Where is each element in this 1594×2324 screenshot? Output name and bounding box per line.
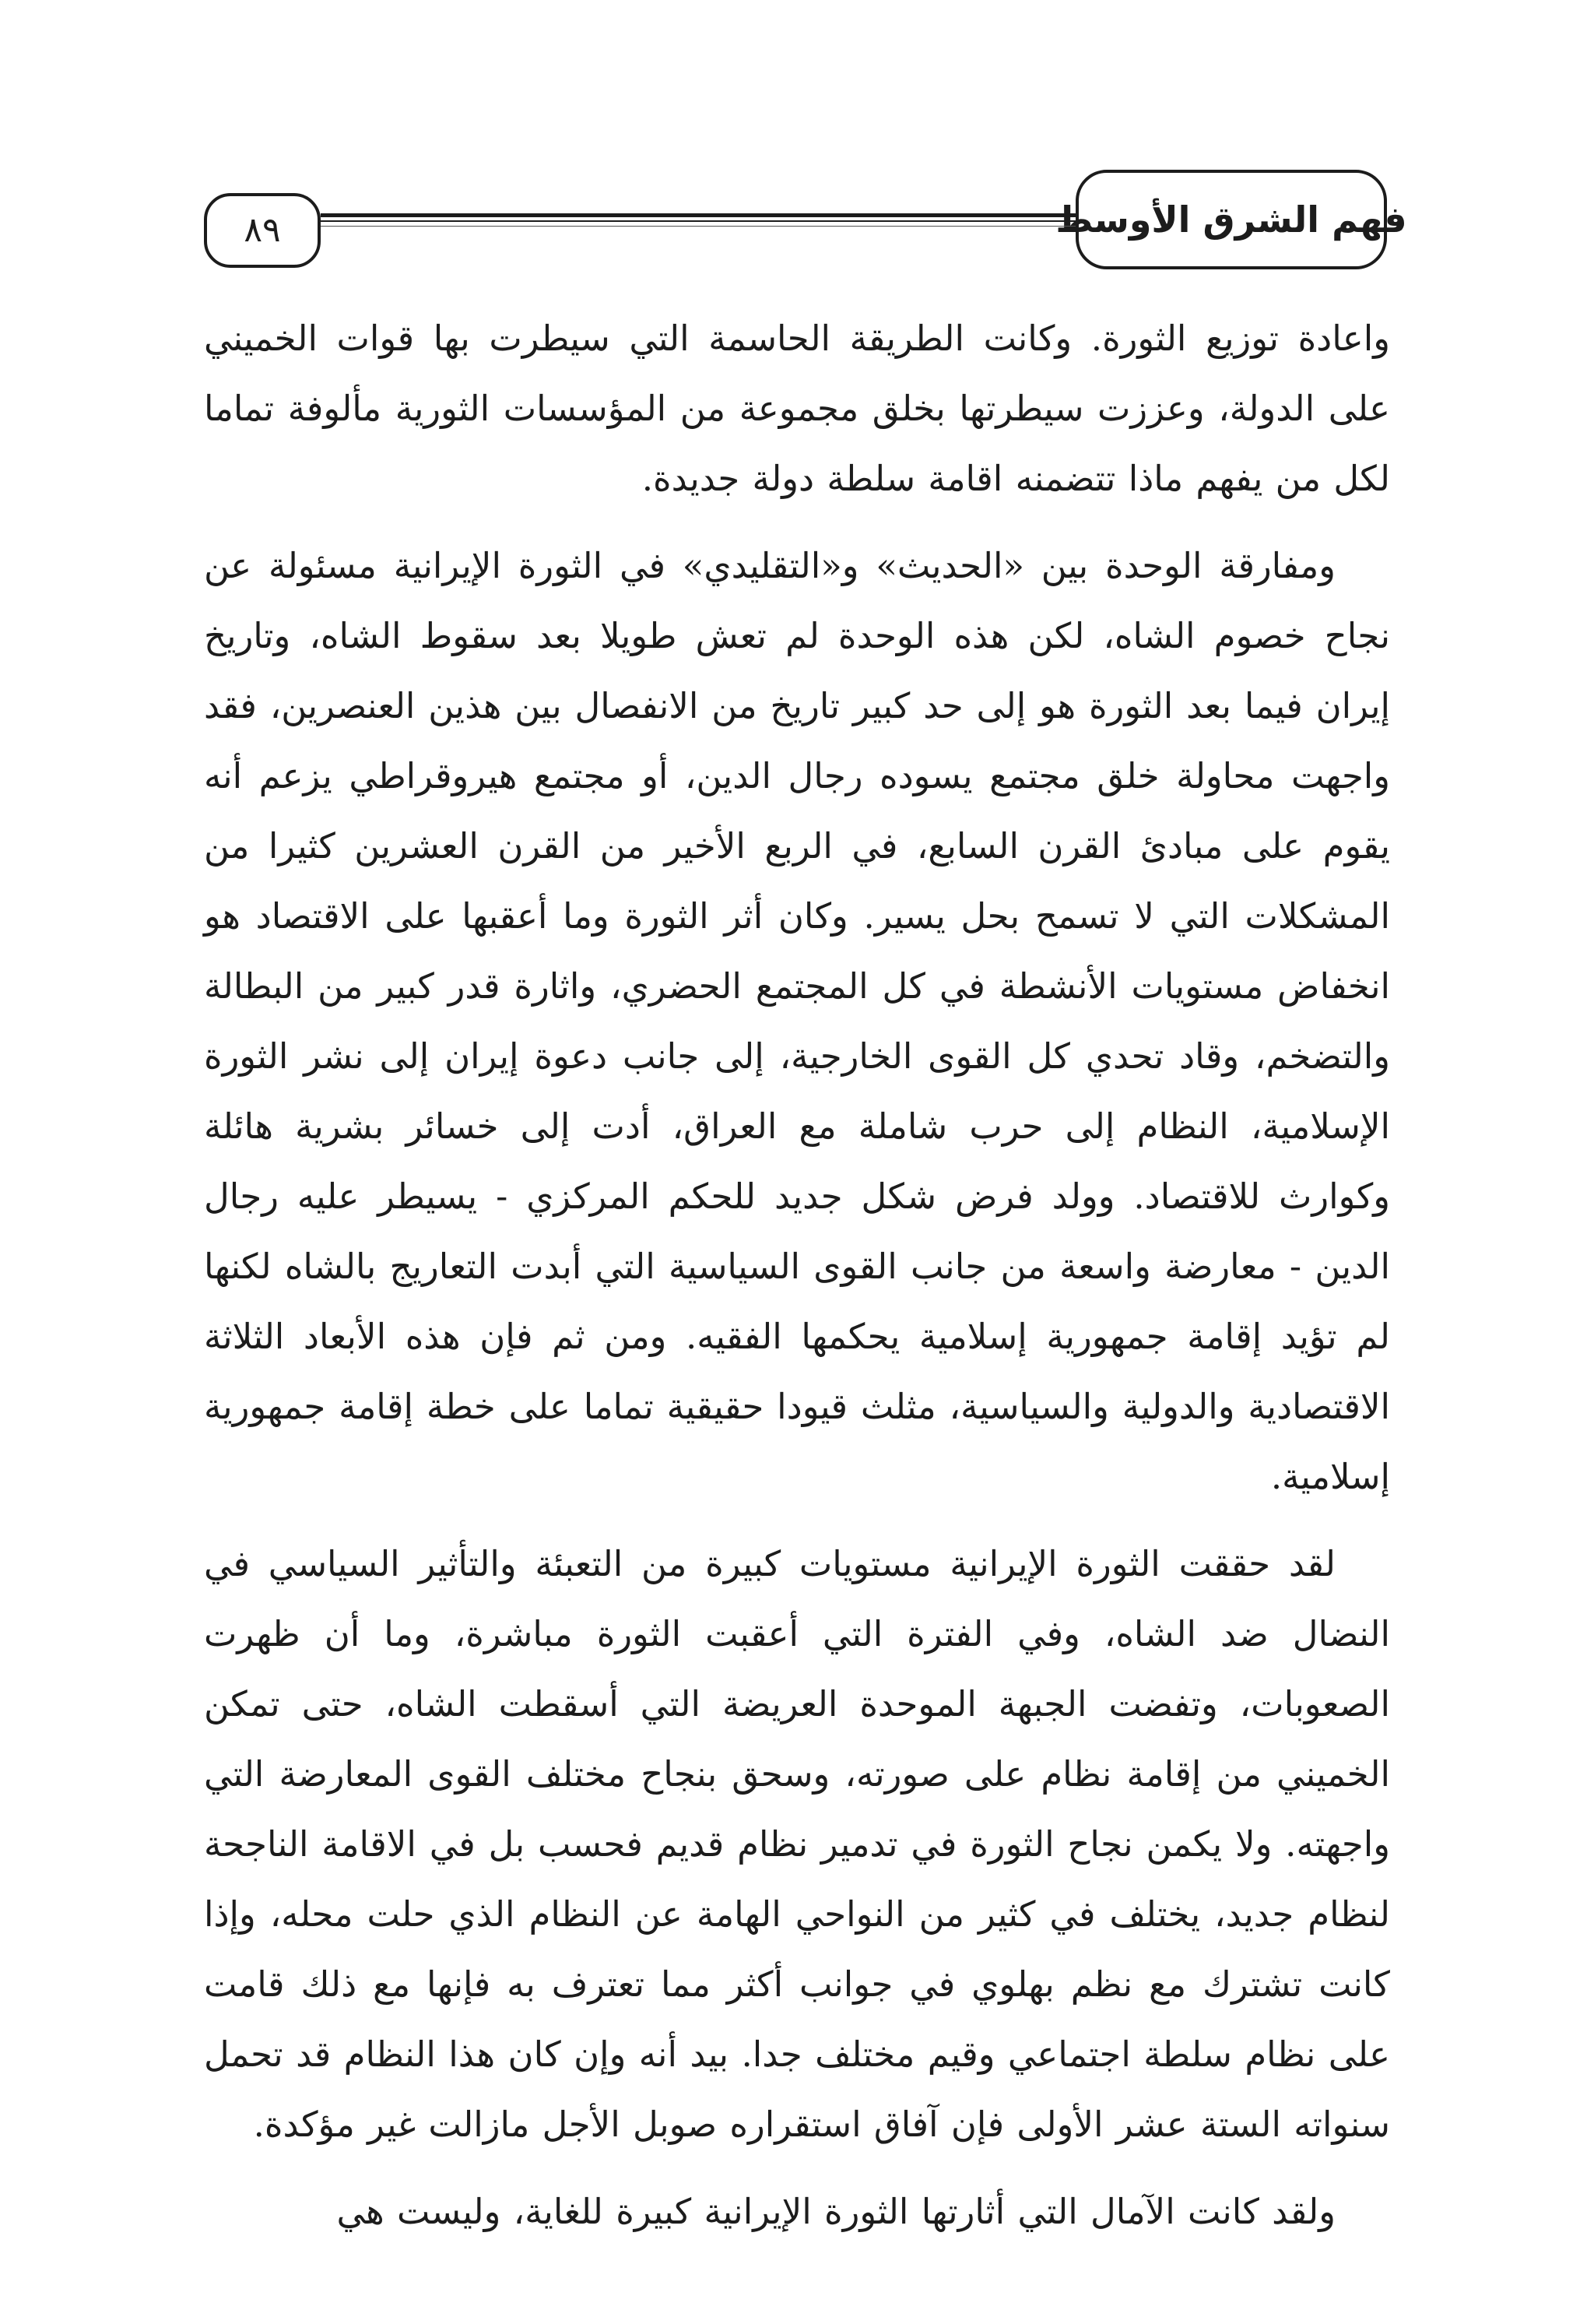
page-number-frame: [204, 193, 321, 268]
header-rule-thin: [321, 226, 1076, 227]
running-title-frame: [1055, 170, 1407, 269]
paragraph-3: لقد حققت الثورة الإيرانية مستويات كبيرة من التعبئة والتأثير السياسي في النضال ضد الشاه، وفي الفترة التي أعقبت الثورة مباشرة، وما أن ظهرت الصعوبات، وتفضت الجبهة الموحدة العريضة التي أسقطت الشاه، حتى تمكن الخميني من إقامة نظام على صورته، وسحق بنجاح مختلف القوى المعارضة التي واجهته. ولا يكمن نجاح الثورة في تدمير نظام قديم فحسب بل في الاقامة الناجحة لنظام جديد، يختلف في كثير من النواحي الهامة عن النظام الذي حلت محله، وإذا كانت تشترك مع نظم بهلوي في جوانب أكثر مما تعترف به فإنها مع ذلك قامت على نظام سلطة اجتماعي وقيم مختلف جدا. بيد أنه وإن كان هذا النظام قد تحمل سنواته الستة عشر الأولى فإن آفاق استقراره صوبل الأجل مازالت غير مؤكدة.: [204, 1543, 1390, 2145]
header-rule: [321, 213, 1076, 222]
paragraph-2: ومفارقة الوحدة بين «الحديث» و«التقليدي» في الثورة الإيرانية مسئولة عن نجاح خصوم الشاه، لكن هذه الوحدة لم تعش طويلا بعد سقوط الشاه، وتاريخ إيران فيما بعد الثورة هو إلى حد كبير تاريخ من الانفصال بين هذين العنصرين، فقد واجهت محاولة خلق مجتمع يسوده رجال الدين، أو مجتمع هيروقراطي يزعم أنه يقوم على مبادئ القرن السابع، في الربع الأخير من القرن العشرين كثيرا من المشكلات التي لا تسمح بحل يسير. وكان أثر الثورة وما أعقبها على الاقتصاد هو انخفاض مستويات الأنشطة في كل المجتمع الحضري، واثارة قدر كبير من البطالة والتضخم، وقاد تحدي كل القوى الخارجية، إلى جانب دعوة إيران إلى نشر الثورة الإسلامية، النظام إلى حرب شاملة مع العراق، أدت إلى خسائر بشرية هائلة وكوارث للاقتصاد. وولد فرض شكل جديد للحكم المركزي - يسيطر عليه رجال الدين - معارضة واسعة من جانب القوى السياسية التي أبدت التعاريج بالشاه لكنها لم تؤيد إقامة جمهورية إسلامية يحكمها الفقيه. ومن ثم فإن هذه الأبعاد الثلاثة الاقتصادية والدولية والسياسية، مثلث قيودا حقيقية تماما على خطة إقامة جمهورية إسلامية.: [204, 545, 1391, 1497]
running-title: فهم الشرق الأوسط: [1055, 199, 1407, 241]
page-number: ٨٩: [244, 210, 281, 250]
page-header: [204, 170, 1407, 271]
paragraph-1: واعادة توزيع الثورة. وكانت الطريقة الحاسمة التي سيطرت بها قوات الخميني على الدولة، وعززت سيطرتها بخلق مجموعة من المؤسسات الثورية مألوفة تماما لكل من يفهم ماذا تتضمنه اقامة سلطة دولة جديدة.: [204, 318, 1390, 499]
paragraph-4: ولقد كانت الآمال التي أثارتها الثورة الإيرانية كبيرة للغاية، وليست هي: [336, 2191, 1336, 2232]
body-text: [204, 304, 1390, 2247]
